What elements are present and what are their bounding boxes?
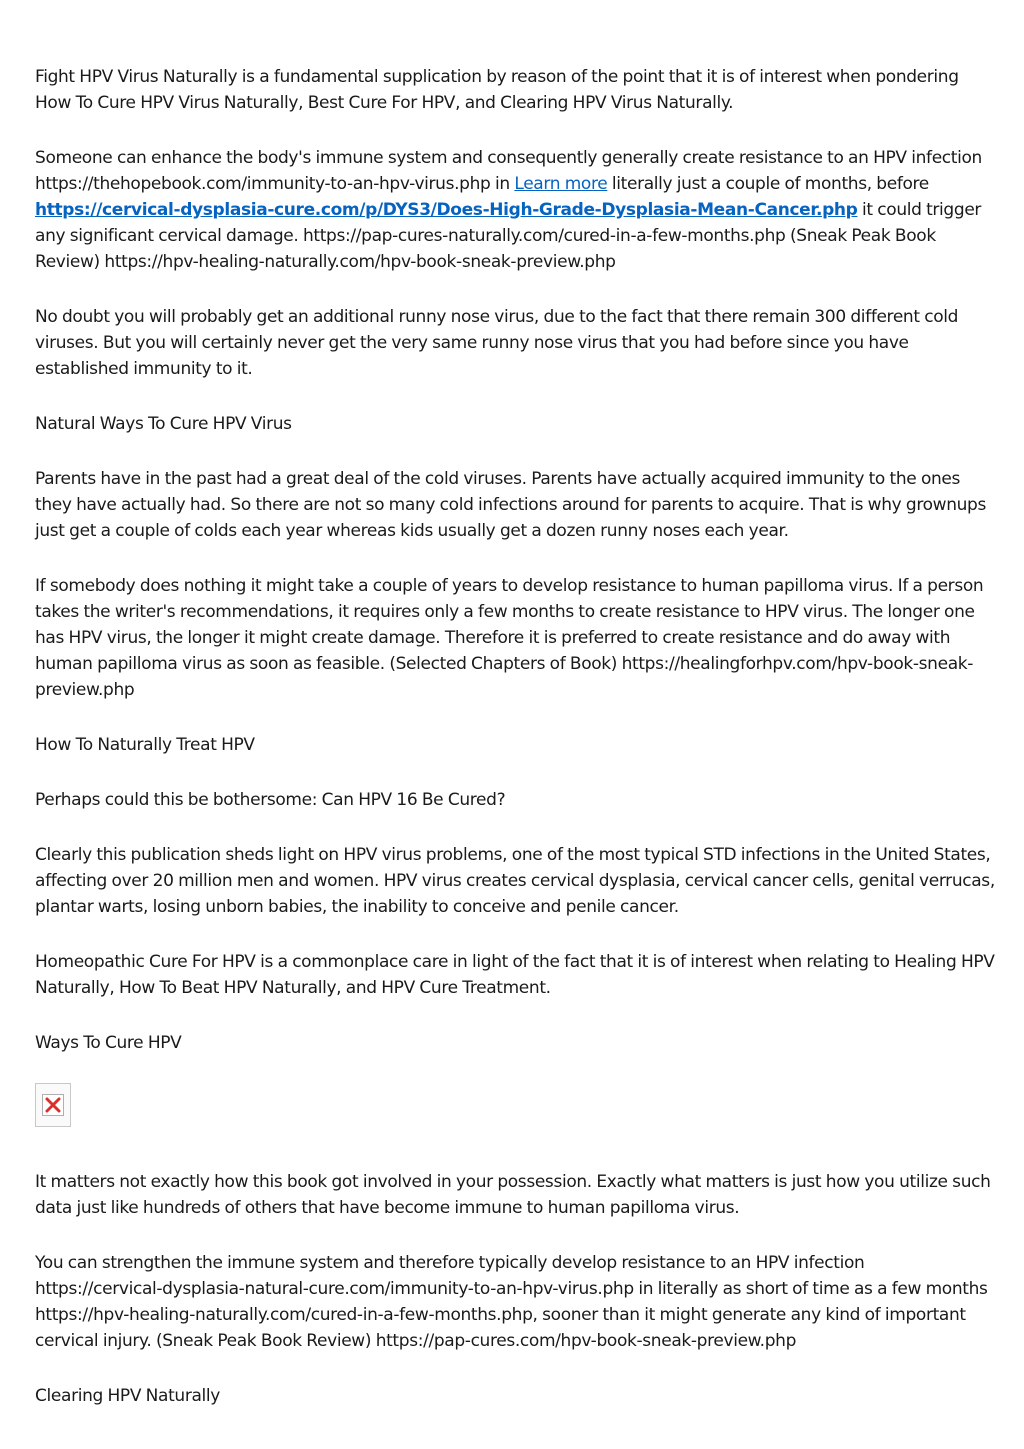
paragraph-strengthen: You can strengthen the immune system and therefore typically develop resistance to an HPV infection https://cervical-dysplasia-natural-cure.com/immunity-to-an-hpv-virus.php in literally as short of time as a few months https://hpv-healing-naturally.com/cured-in-a-few-months.php, sooner than it might generate any kind of important cervical injury. (Sneak Peak Book Review) https://pap-cures.com/hpv-book-sneak-preview.php bbox=[35, 1253, 988, 1351]
heading-naturally-treat: How To Naturally Treat HPV bbox=[35, 735, 255, 755]
learn-more-link[interactable]: Learn more bbox=[514, 174, 608, 194]
paragraph-intro: Fight HPV Virus Naturally is a fundamental supplication by reason of the point that it is of interest when pondering How To Cure HPV Virus Naturally, Best Cure For HPV, and Clearing HPV Virus Naturally. bbox=[35, 67, 959, 113]
paragraph-resistance: If somebody does nothing it might take a couple of years to develop resistance to human papilloma virus. If a person takes the writer's recommendations, it requires only a few months to create resistance to HPV virus. The longer one has HPV virus, the longer it might create damage. Therefore it is preferred to create resistance and do away with human papilloma virus as soon as feasible. (Selected Chapters of Book) https://healingforhpv.com/hpv-book-sneak-preview.php bbox=[35, 576, 984, 700]
paragraph-possession: It matters not exactly how this book got involved in your possession. Exactly what matters is just how you utilize such data just like hundreds of others that have become immune to human papilloma virus. bbox=[35, 1172, 991, 1218]
paragraph-homeopathic: Homeopathic Cure For HPV is a commonplace care in light of the fact that it is of interest when relating to Healing HPV Naturally, How To Beat HPV Naturally, and HPV Cure Treatment. bbox=[35, 952, 995, 998]
heading-natural-ways: Natural Ways To Cure HPV Virus bbox=[35, 414, 292, 434]
paragraph-publication: Clearly this publication sheds light on HPV virus problems, one of the most typical STD infections in the United States, affecting over 20 million men and women. HPV virus creates cervical dysplasia, cervical cancer cells, genital verrucas, plantar warts, losing unborn babies, the inability to conceive and penile cancer. bbox=[35, 845, 995, 917]
paragraph-cold-viruses: No doubt you will probably get an additional runny nose virus, due to the fact that there remain 300 different cold viruses. But you will certainly never get the very same runny nose virus that you had before since you have established immunity to it. bbox=[35, 307, 959, 379]
broken-image-icon bbox=[35, 1083, 71, 1127]
paragraph-immune-system bbox=[35, 145, 995, 275]
heading-hpv16: Perhaps could this be bothersome: Can HPV 16 Be Cured? bbox=[35, 790, 506, 810]
heading-ways-to-cure: Ways To Cure HPV bbox=[35, 1033, 182, 1053]
paragraph-text: literally just a couple of months, before bbox=[607, 174, 929, 194]
paragraph-parents: Parents have in the past had a great deal of the cold viruses. Parents have actually acquired immunity to the ones they have actually had. So there are not so many cold infections around for parents to acquire. That is why grownups just get a couple of colds each year whereas kids usually get a dozen runny noses each year. bbox=[35, 469, 986, 541]
paragraph-text: Someone can enhance the body's immune system and consequently generally create resistance to an HPV infection https://thehopebook.com/immunity-to-an-hpv-virus.php in bbox=[35, 148, 982, 194]
document-body bbox=[35, 64, 995, 1409]
heading-clearing: Clearing HPV Naturally bbox=[35, 1386, 221, 1406]
paragraph-text: it could trigger any significant cervical damage. https://pap-cures-naturally.com/cured-in-a-few-months.php (Sneak Peak Book Review) https://hpv-healing-naturally.com/hpv-book-sneak-preview.php bbox=[35, 200, 982, 272]
close-icon bbox=[45, 1097, 61, 1113]
cervical-dysplasia-link[interactable]: https://cervical-dysplasia-cure.com/p/DYS3/Does-High-Grade-Dysplasia-Mean-Cancer.php bbox=[35, 200, 858, 220]
